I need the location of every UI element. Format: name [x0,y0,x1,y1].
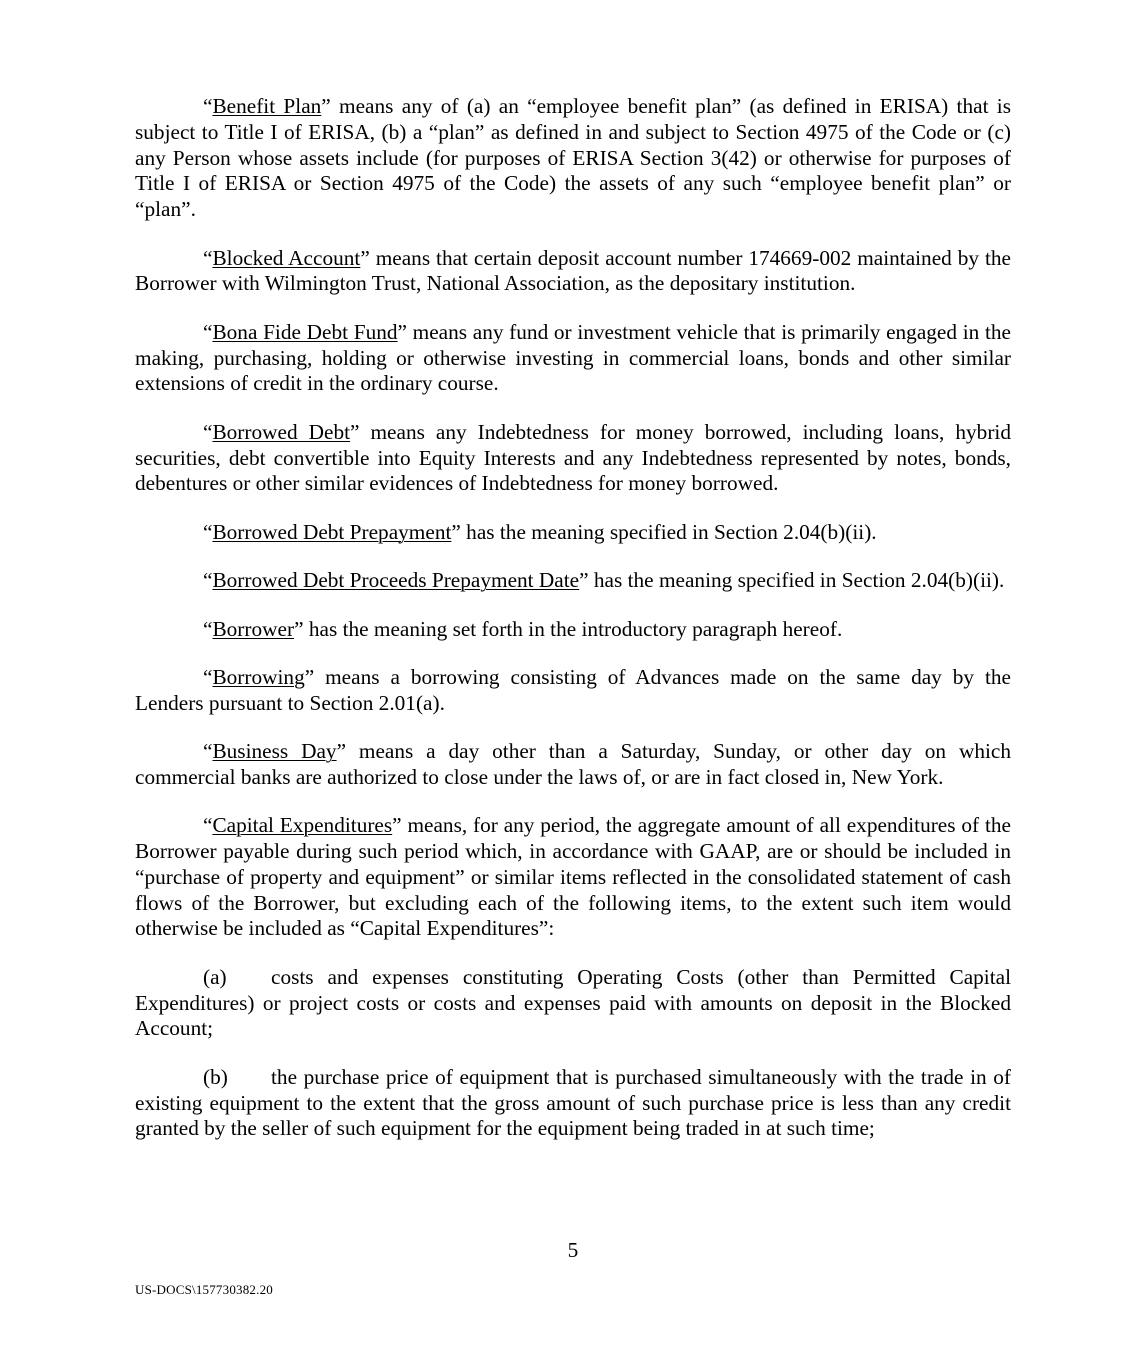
definition-text: means, for any period, the aggregate amount of all expenditures of the Borrower payable during such period which, in accordance with GAAP, are or should be included in “purchase of property and equipment” or similar items reflected in the consolidated statement of cash flows of the Borrower, but excluding each of the following items, to the extent such item would otherwise be included as “Capital Expenditures”: [135,813,1011,941]
clause-label: (b) [203,1064,228,1089]
defined-term: Borrowing [212,664,305,689]
definition-borrowed-debt-prepayment: “Borrowed Debt Prepayment” has the meaning specified in Section 2.04(b)(ii). [203,519,877,544]
definition-borrowed-debt-proceeds-prepayment-date: “Borrowed Debt Proceeds Prepayment Date” has the meaning specified in Section 2.04(b)(ii). [203,568,1005,593]
definition-benefit-plan: “Benefit Plan” means any of (a) an “employee benefit plan” (as defined in ERISA) that is subject to Title I of ERISA, (b) a “plan” as defined in and subject to Section 4975 of the Code or (c) any Person whose assets include (for purposes of ERISA Section 3(42) or otherwise for purposes of Title I of ERISA or Section 4975 of the Code) the assets of any such “employee benefit plan” or “plan”. [135,94,1011,222]
defined-term: Capital Expenditures [212,813,393,838]
definition-text: has the meaning specified in Section 2.04(b)(ii). [460,519,877,544]
definition-text: means any of (a) an “employee benefit plan” (as defined in ERISA) that is subject to Title I of ERISA, (b) a “plan” as defined in and subject to Section 4975 of the Code or (c) any Person whose assets include (for purposes of ERISA Section 3(42) or otherwise for purposes of Title I of ERISA or Section 4975 of the Code) the assets of any such “employee benefit plan” or “plan”. [135,94,1011,222]
clause-text: costs and expenses constituting Operating Costs (other than Permitted Capital Expenditures) or project costs or costs and expenses paid with amounts on deposit in the Blocked Account; [135,964,1011,1041]
clause-b [135,1065,1011,1142]
defined-term: Benefit Plan [212,94,322,118]
definitions-section [135,94,1011,1165]
definition-text: means that certain deposit account number 174669-002 maintained by the Borrower with Wilmington Trust, National Association, as the depositary institution. [135,245,1011,296]
definition-text: has the meaning set forth in the introductory paragraph hereof. [303,616,843,641]
defined-term: Borrower [212,616,295,641]
definition-capital-expenditures: “Capital Expenditures” means, for any period, the aggregate amount of all expenditures of the Borrower payable during such period which, in accordance with GAAP, are or should be included in “purchase of property and equipment” or similar items reflected in the consolidated statement of cash flows of the Borrower, but excluding each of the following items, to the extent such item would otherwise be included as “Capital Expenditures”: [135,813,1011,941]
defined-term: Bona Fide Debt Fund [212,319,398,344]
defined-term: Borrowed Debt Proceeds Prepayment Date [212,568,580,593]
definition-text: means a borrowing consisting of Advances made on the same day by the Lenders pursuant to Section 2.01(a). [135,664,1011,715]
clause-a [135,965,1011,1042]
defined-term: Business Day [212,739,337,764]
defined-term: Borrowed Debt Prepayment [212,519,452,544]
definition-bona-fide-debt-fund: “Bona Fide Debt Fund” means any fund or investment vehicle that is primarily engaged in the making, purchasing, holding or otherwise investing in commercial loans, bonds and other similar extensions of credit in the ordinary course. [135,319,1011,396]
definition-blocked-account: “Blocked Account” means that certain deposit account number 174669-002 maintained by the Borrower with Wilmington Trust, National Association, as the depositary institution. [135,245,1011,296]
clause-text: the purchase price of equipment that is purchased simultaneously with the trade in of existing equipment to the extent that the gross amount of such purchase price is less than any credit granted by the seller of such equipment for the equipment being traded in at such time; [135,1064,1011,1141]
document-id: US-DOCS\157730382.20 [135,1282,273,1297]
definition-borrowed-debt: “Borrowed Debt” means any Indebtedness for money borrowed, including loans, hybrid securities, debt convertible into Equity Interests and any Indebtedness represented by notes, bonds, debentures or other similar evidences of Indebtedness for money borrowed. [135,419,1011,496]
definition-text: means any Indebtedness for money borrowed, including loans, hybrid securities, debt convertible into Equity Interests and any Indebtedness represented by notes, bonds, debentures or other similar evidences of Indebtedness for money borrowed. [135,419,1011,496]
definition-text: means a day other than a Saturday, Sunday, or other day on which commercial banks are authorized to close under the laws of, or are in fact closed in, New York. [135,739,1011,789]
definition-borrower: “Borrower” has the meaning set forth in the introductory paragraph hereof. [203,616,843,641]
definition-borrowing: “Borrowing” means a borrowing consisting of Advances made on the same day by the Lenders pursuant to Section 2.01(a). [135,664,1011,715]
clause-label: (a) [203,964,227,989]
defined-term: Blocked Account [212,245,361,270]
definition-text: has the meaning specified in Section 2.04(b)(ii). [588,568,1005,593]
definition-business-day: “Business Day” means a day other than a Saturday, Sunday, or other day on which commercial banks are authorized to close under the laws of, or are in fact closed in, New York. [135,739,1011,789]
defined-term: Borrowed Debt [212,419,351,444]
definition-text: means any fund or investment vehicle that is primarily engaged in the making, purchasing, holding or otherwise investing in commercial loans, bonds and other similar extensions of credit in the ordinary course. [135,319,1011,396]
page-number: 5 [567,1238,579,1262]
